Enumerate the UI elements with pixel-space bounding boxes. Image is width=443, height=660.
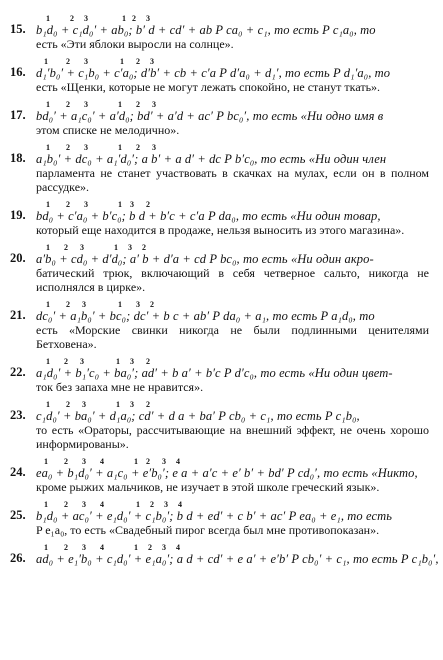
problem-conclusion-text: этом списке не мелодично». (36, 123, 180, 137)
premise-index-marks: 1 2 3 4 1 2 3 4 (40, 457, 180, 466)
problem-body (36, 243, 429, 294)
problem-item (10, 300, 429, 351)
premise-index-marks: 1 2 3 1 3 2 (40, 200, 150, 209)
problem-item (10, 457, 429, 494)
problem-number: 17. (10, 108, 26, 122)
problem-number: 20. (10, 251, 26, 265)
premise-index-marks: 1 2 3 1 2 3 (40, 143, 156, 152)
problem-body (36, 357, 429, 394)
problem-formula: dc₀′ + a₁b₀′ + bc₀; dc′ + b c + ab′ P da₀ + a₁, то есть P a₁d₀, то (36, 309, 375, 323)
problem-conclusion-text: есть «Морские свинки никогда не были подлинными ценителями Бетховена». (36, 323, 429, 351)
problem-item (10, 243, 429, 294)
problem-formula: b₁d₀ + ac₀′ + e₁d₀′ + c₁b₀′; b d + ed′ + c b′ + ac′ P ea₀ + e₁, то есть (36, 509, 393, 523)
problem-item (10, 400, 429, 451)
problem-formula: bd₀′ + a₁c₀′ + a′d₀; bd′ + a′d + ac′ P bc₀′, то есть «Ни одно имя в (36, 109, 384, 123)
problem-number: 15. (10, 22, 26, 36)
problem-number: 26. (10, 551, 26, 565)
problem-body (36, 400, 429, 451)
problem-conclusion-text: есть «Эти яблоки выросли на солнце». (36, 37, 234, 51)
problem-item (10, 543, 439, 566)
problem-conclusion-text: ток без запаха мне не нравится». (36, 380, 204, 394)
problem-item (10, 14, 429, 51)
problem-item (10, 57, 429, 94)
problem-number: 18. (10, 151, 26, 165)
problem-item (10, 500, 429, 537)
problem-formula: a₁d₀′ + b₁′c₀ + ba₀′; ad′ + b a′ + b′c P d′c₀, то есть «Ни один цвет- (36, 366, 393, 380)
problem-conclusion-text: то есть «Ораторы, рассчитывающие на внешний эффект, не очень хорошо информированы». (36, 423, 429, 451)
problem-body (36, 143, 429, 194)
premise-index-marks: 1 2 3 1 3 2 (40, 300, 154, 309)
problem-body (36, 57, 429, 94)
problem-formula: ad₀ + e₁′b₀ + c₁d₀′ + e₁a₀′; a d + cd′ + e a′ + e′b′ P cb₀′ + c₁, то есть P c₁b₀′, (36, 552, 439, 566)
problem-number: 19. (10, 208, 26, 222)
premise-index-marks: 1 2 3 1 3 2 (40, 400, 150, 409)
problem-number: 25. (10, 508, 26, 522)
problem-conclusion-text: есть «Щенки, которые не могут лежать спокойно, не станут ткать». (36, 80, 381, 94)
problem-conclusion-text: кроме рыжих мальчиков, не изучает в этой школе греческий язык». (36, 480, 380, 494)
premise-index-marks: 1 2 3 4 1 2 3 4 (40, 500, 182, 509)
problem-number: 24. (10, 465, 26, 479)
problem-conclusion-text: парламента не станет участвовать в скачках на мулах, если он в полном рассудке». (36, 166, 429, 194)
problem-body (36, 100, 429, 137)
premise-index-marks: 1 2 3 1 2 3 (40, 100, 156, 109)
problem-body (36, 500, 429, 537)
problem-formula: b₁d₀ + c₁d₀′ + ab₀; b′ d + cd′ + ab P ca₀ + c₁, то есть P c₁a₀, то (36, 23, 376, 37)
problem-formula: c₁d₀′ + ba₀′ + d₁a₀; cd′ + d a + ba′ P cb₀ + c₁, то есть P c₁b₀, (36, 409, 360, 423)
problem-body (36, 14, 429, 51)
problem-item (10, 100, 429, 137)
problem-body (36, 457, 429, 494)
problem-item (10, 200, 429, 237)
problem-formula: d₁′b₀′ + c₁b₀ + c′a₀; d′b′ + cb + c′a P d′a₀ + d₁′, то есть P d₁′a₀, то (36, 66, 391, 80)
problem-formula: a₁b₀′ + dc₀ + a₁′d₀′; a b′ + a d′ + dc P b′c₀, то есть «Ни один член (36, 152, 387, 166)
problem-conclusion-text: который еще находится в продаже, нельзя выносить из этого магазина». (36, 223, 405, 237)
problem-conclusion-text: батический трюк, включающий в себя четверное сальто, никогда не исполнялся в цирке». (36, 266, 429, 294)
problem-number: 21. (10, 308, 26, 322)
problem-number: 22. (10, 365, 26, 379)
problem-conclusion-text: P e₁a₀, то есть «Свадебный пирог всегда был мне противопоказан». (36, 523, 380, 537)
premise-index-marks: 1 2 3 4 1 2 3 4 (40, 543, 180, 552)
problem-body (36, 200, 429, 237)
problem-item (10, 357, 429, 394)
problem-formula: ea₀ + b₁d₀′ + a₁c₀ + e′b₀′; e a + a′c + e′ b′ + bd′ P cd₀′, то есть «Никто, (36, 466, 418, 480)
premise-index-marks: 1 2 3 1 2 3 (40, 14, 150, 23)
problem-body (36, 300, 429, 351)
premise-index-marks: 1 2 3 1 3 2 (40, 243, 146, 252)
problem-formula: bd₀ + c′a₀ + b′c₀; b d + b′c + c′a P da₀, то есть «Ни один товар, (36, 209, 381, 223)
problem-body (36, 543, 439, 566)
problem-formula: a′b₀ + cd₀ + d′d₀; a′ b + d′a + cd P bc₀, то есть «Ни один акро- (36, 252, 374, 266)
problem-number: 23. (10, 408, 26, 422)
premise-index-marks: 1 2 3 1 3 2 (40, 357, 150, 366)
problem-item (10, 143, 429, 194)
problem-number: 16. (10, 65, 26, 79)
premise-index-marks: 1 2 3 1 2 3 (40, 57, 154, 66)
